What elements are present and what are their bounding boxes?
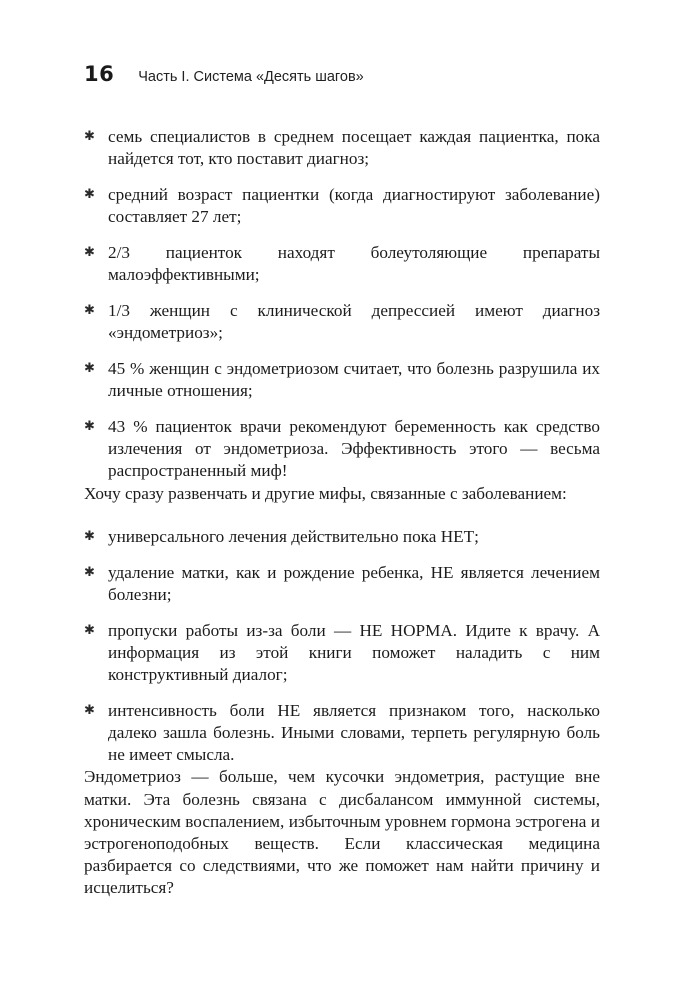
list-item (84, 562, 600, 606)
list-item (84, 184, 600, 228)
list-item-text: 45 % женщин с эндометриозом считает, что болезнь разрушила их личные отношения; (108, 359, 600, 401)
asterisk-icon: ✱ (84, 303, 95, 318)
list-item (84, 242, 600, 286)
statistics-list (84, 126, 600, 483)
list-item-text: удаление матки, как и рождение ребенка, НЕ является лечением болезни; (108, 562, 600, 604)
asterisk-icon: ✱ (84, 129, 95, 144)
list-item-text: пропуски работы из-за боли — НЕ НОРМА. Идите к врачу. А информация из этой книги поможет наладить с ним конструктивный диалог; (108, 620, 600, 685)
list-item (84, 700, 600, 767)
list-item (84, 126, 600, 170)
list-item (84, 300, 600, 344)
asterisk-icon: ✱ (84, 528, 95, 544)
myths-list (84, 526, 600, 767)
asterisk-icon: ✱ (84, 702, 95, 718)
page-number: 16 (84, 62, 115, 86)
list-item-text: средний возраст пациентки (когда диагностируют заболевание) составляет 27 лет; (108, 185, 600, 227)
list-item-text: 2/3 пациенток находят болеутоляющие препараты малоэффективными; (108, 243, 600, 285)
myths-intro-paragraph: Хочу сразу развенчать и другие мифы, связанные с заболеванием: (84, 483, 567, 503)
closing-paragraph: Эндометриоз — больше, чем кусочки эндометрия, растущие вне матки. Эта болезнь связана с дисбалансом иммунной системы, хроническим воспалением, избыточным уровнем гормона эстрогена и эстрогеноподобных веществ. Если классическая медицина разбирается со следствиями, что же поможет нам найти причину и исцелиться? (84, 767, 600, 898)
list-item (84, 358, 600, 402)
asterisk-icon: ✱ (84, 419, 95, 434)
running-title: Часть I. Система «Десять шагов» (138, 69, 364, 85)
asterisk-icon: ✱ (84, 187, 95, 202)
list-item-text: универсального лечения действительно пока НЕТ; (108, 526, 479, 546)
list-item-text: семь специалистов в среднем посещает каждая пациентка, пока найдется тот, кто поставит диагноз; (108, 127, 600, 169)
list-item-text: 43 % пациенток врачи рекомендуют беременность как средство излечения от эндометриоза. Эффективность этого — весьма распространенный миф! (108, 417, 600, 481)
list-item-text: 1/3 женщин с клинической депрессией имеют диагноз «эндометриоз»; (108, 301, 600, 343)
list-item (84, 416, 600, 483)
asterisk-icon: ✱ (84, 361, 95, 376)
list-item (84, 620, 600, 687)
asterisk-icon: ✱ (84, 622, 95, 638)
page-header (84, 62, 364, 92)
page-body (84, 126, 600, 900)
asterisk-icon: ✱ (84, 245, 95, 260)
list-item-text: интенсивность боли НЕ является признаком того, насколько далеко зашла болезнь. Иными словами, терпеть регулярную боль не имеет смысла. (108, 700, 600, 765)
asterisk-icon: ✱ (84, 564, 95, 580)
list-item (84, 526, 600, 548)
